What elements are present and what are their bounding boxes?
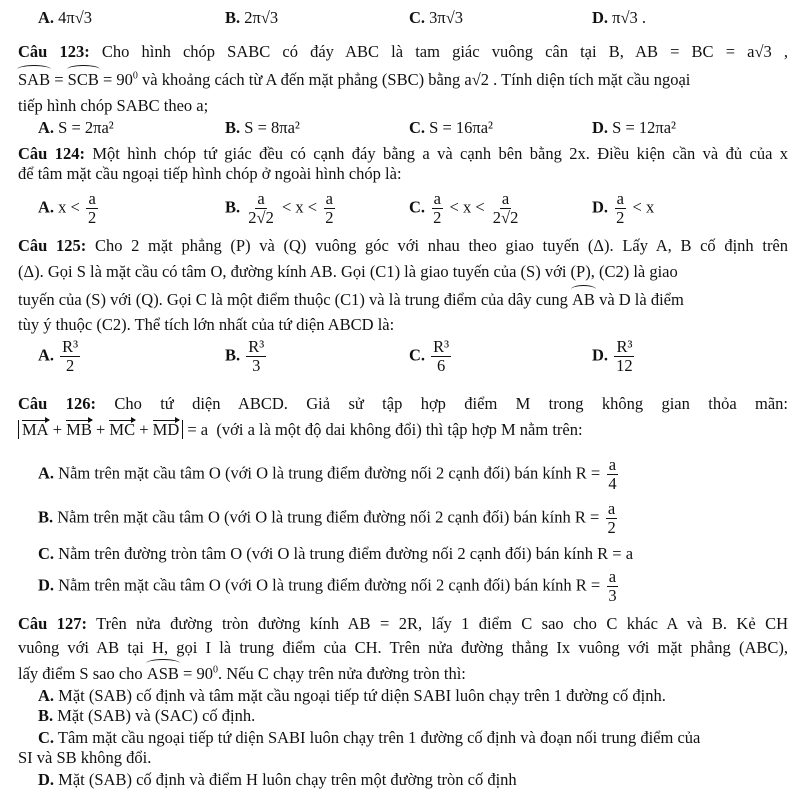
q124-option-b: B. $\frac{a}{2√2}$ < x < $\frac{a}{2}$ — [225, 189, 334, 228]
q123-line2: SAB = SCB = $90^0$ và khoảng cách từ A đến mặt phẳng (SBC) bằng a√2 . Tính diện tích mặt cầu ngoại — [18, 70, 691, 89]
q123-option-c: C. S = 16πa² — [409, 118, 494, 137]
q127-option-a: A. Mặt (SAB) cố định và tâm mặt cầu ngoại tiếp tứ diện SABI luôn chạy trên 1 đường cố định. — [38, 686, 666, 705]
q125-option-b: B. $\frac{\text{R³}}{3}$ — [225, 337, 265, 376]
q125-line4: tùy ý thuộc (C2). Thể tích lớn nhất của tứ diện ABCD là: — [18, 315, 395, 334]
q122-option-d: D. π√3 . — [592, 8, 647, 27]
q126-condition: MA + MB + MC + MD = a (với a là một độ dai không đổi) thì tập hợp M nằm trên: — [18, 420, 583, 440]
q124-options — [18, 190, 788, 240]
q125-option-a: A. $\frac{\text{R³}}{2}$ — [38, 337, 79, 376]
q127-option-c-cont: SI và SB không đổi. — [18, 748, 152, 767]
q124-option-c: C. $\frac{a}{2}$ < x < $\frac{a}{2√2}$ — [409, 189, 519, 228]
q124-option-d: D. $\frac{a}{2}$ < x — [592, 189, 655, 228]
q126-line1: Câu 126: Cho tứ diện ABCD. Giả sử tập hợp điểm M trong không gian thỏa mãn: — [18, 394, 789, 413]
q124-line1: Câu 124: Một hình chóp tứ giác đều có cạnh đáy bằng a và cạnh bên bằng 2x. Điều kiện cần và đủ của x — [18, 144, 789, 163]
q124-line2: để tâm mặt cầu ngoại tiếp hình chóp ở ngoài hình chóp là: — [18, 164, 402, 183]
q127-line1: Câu 127: Trên nửa đường tròn đường kính AB = 2R, lấy 1 điểm C sao cho C khác A và B. Kẻ CH — [18, 614, 788, 633]
q127-line2: vuông với AB tại H, gọi I là trung điểm của CH. Trên nửa đường thẳng Ix vuông với mặt phẳng (ABC), — [18, 638, 788, 657]
q125-options — [18, 338, 788, 390]
q127-option-d: D. Mặt (SAB) cố định và điểm H luôn chạy trên một đường tròn cố định — [38, 770, 517, 789]
q125-option-d: D. $\frac{\text{R³}}{12}$ — [592, 337, 633, 376]
q126-option-b: B. Nằm trên mặt cầu tâm O (với O là trung điểm đường nối 2 cạnh đối) bán kính R = $\frac{a}{2}$ — [38, 499, 616, 538]
q123-option-b: B. S = 8πa² — [225, 118, 300, 137]
q123-option-a: A. S = 2πa² — [38, 118, 114, 137]
q124-option-a: A. x < $\frac{a}{2}$ — [38, 189, 97, 228]
q123-options — [18, 118, 788, 142]
q127-option-c: C. Tâm mặt cầu ngoại tiếp tứ diện SABI luôn chạy trên 1 đường cố định và đoạn nối trung điểm của — [38, 728, 701, 747]
q122-options — [18, 8, 788, 32]
q126-option-c: C. Nằm trên đường tròn tâm O (với O là trung điểm đường nối 2 cạnh đối) bán kính R = a — [38, 544, 634, 563]
q127-option-b: B. Mặt (SAB) và (SAC) cố định. — [38, 706, 256, 725]
q122-option-c: C. 3π√3 — [409, 8, 464, 27]
q123-line1: Câu 123: Cho hình chóp SABC có đáy ABC là tam giác vuông cân tại B, AB = BC = a√3 , — [18, 42, 789, 61]
q125-line1: Câu 125: Cho 2 mặt phẳng (P) và (Q) vuông góc với nhau theo giao tuyến (Δ). Lấy A, B cố định trên — [18, 236, 789, 255]
q122-option-b: B. 2π√3 — [225, 8, 279, 27]
q123-line3: tiếp hình chóp SABC theo a; — [18, 96, 209, 115]
q126-option-d: D. Nằm trên mặt cầu tâm O (với O là trung điểm đường nối 2 cạnh đối) bán kính R = $\frac{a}{3}$ — [38, 567, 617, 606]
q122-option-a: A. 4π√3 — [38, 8, 93, 27]
q126-option-a: A. Nằm trên mặt cầu tâm O (với O là trung điểm đường nối 2 cạnh đối) bán kính R = $\frac{a}{4}$ — [38, 455, 617, 494]
q123-option-d: D. S = 12πa² — [592, 118, 677, 137]
q125-line3: tuyến của (S) với (Q). Gọi C là một điểm thuộc (C1) và là trung điểm của dây cung AB và D là điểm — [18, 290, 684, 309]
q125-line2: (Δ). Gọi S là mặt cầu có tâm O, đường kính AB. Gọi (C1) là giao tuyến của (S) với (P), (C2) là giao — [18, 262, 678, 281]
q125-option-c: C. $\frac{\text{R³}}{6}$ — [409, 337, 450, 376]
q127-line3: lấy điểm S sao cho ASB = $90^0$. Nếu C chạy trên nửa đường tròn thì: — [18, 664, 466, 683]
